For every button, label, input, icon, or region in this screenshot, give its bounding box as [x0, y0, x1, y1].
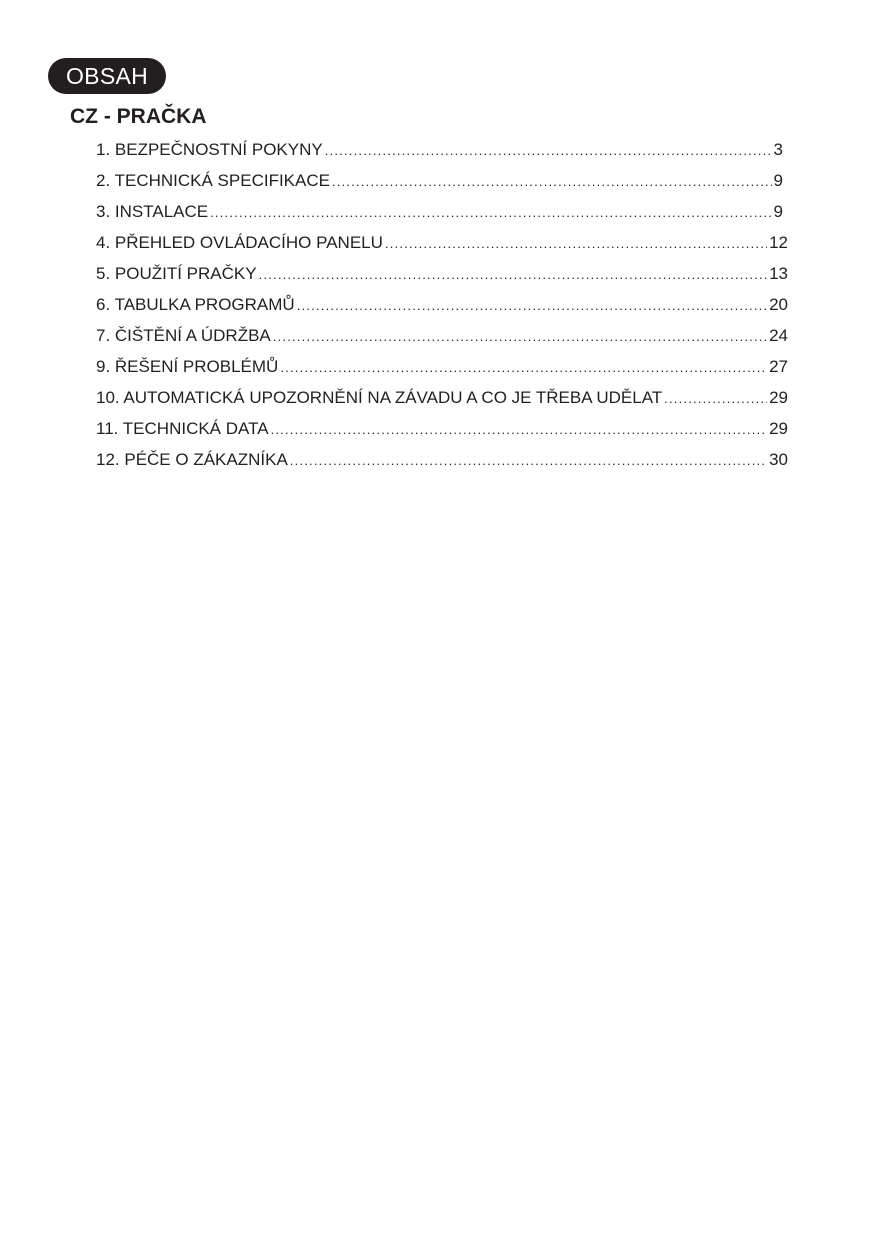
- toc-entry: [96, 448, 788, 479]
- toc-entry: [96, 355, 788, 386]
- toc-leader-dots: [271, 418, 768, 442]
- toc-entry-page: 9: [773, 171, 783, 190]
- toc-entry: [96, 417, 788, 448]
- toc-leader-dots: [259, 263, 767, 287]
- toc-entry-page: 29: [769, 419, 788, 438]
- toc-entry: [96, 324, 788, 355]
- toc-entry-page: 9: [773, 202, 783, 221]
- toc-entry-label: 2. TECHNICKÁ SPECIFIKACE: [96, 171, 330, 190]
- toc-entry-page: 13: [769, 264, 788, 283]
- contents-badge: OBSAH: [48, 58, 166, 94]
- table-of-contents: [96, 138, 788, 479]
- toc-leader-dots: [290, 449, 767, 473]
- toc-leader-dots: [385, 232, 767, 256]
- toc-leader-dots: [273, 325, 767, 349]
- toc-entry-label: 5. POUŽITÍ PRAČKY: [96, 264, 257, 283]
- toc-entry-page: 30: [769, 450, 788, 469]
- toc-entry: [96, 231, 788, 262]
- section-title: CZ - PRAČKA: [70, 105, 207, 128]
- toc-entry-page: 24: [769, 326, 788, 345]
- toc-entry: [96, 386, 788, 417]
- toc-entry-label: 1. BEZPEČNOSTNÍ POKYNY: [96, 140, 323, 159]
- toc-entry: [96, 262, 788, 293]
- toc-leader-dots: [280, 356, 767, 380]
- toc-entry-label: 11. TECHNICKÁ DATA: [96, 419, 269, 438]
- toc-entry: [96, 169, 783, 200]
- toc-entry-page: 27: [769, 357, 788, 376]
- toc-leader-dots: [332, 170, 772, 194]
- toc-entry-label: 7. ČIŠTĚNÍ A ÚDRŽBA: [96, 326, 271, 345]
- toc-entry-page: 20: [769, 295, 788, 314]
- toc-entry: [96, 200, 783, 231]
- toc-entry-page: 12: [769, 233, 788, 252]
- toc-entry: [96, 138, 783, 169]
- toc-entry-page: 3: [773, 140, 783, 159]
- toc-leader-dots: [664, 387, 767, 411]
- toc-entry: [96, 293, 788, 324]
- toc-entry-label: 9. ŘEŠENÍ PROBLÉMŮ: [96, 357, 279, 376]
- toc-entry-label: 10. AUTOMATICKÁ UPOZORNĚNÍ NA ZÁVADU A CO JE TŘEBA UDĚLAT: [96, 388, 663, 407]
- toc-entry-label: 4. PŘEHLED OVLÁDACÍHO PANELU: [96, 233, 383, 252]
- toc-leader-dots: [297, 294, 767, 318]
- toc-entry-page: 29: [769, 388, 788, 407]
- toc-entry-label: 12. PÉČE O ZÁKAZNÍKA: [96, 450, 288, 469]
- toc-leader-dots: [210, 201, 771, 225]
- toc-entry-label: 6. TABULKA PROGRAMŮ: [96, 295, 295, 314]
- toc-entry-label: 3. INSTALACE: [96, 202, 209, 221]
- toc-leader-dots: [325, 139, 772, 163]
